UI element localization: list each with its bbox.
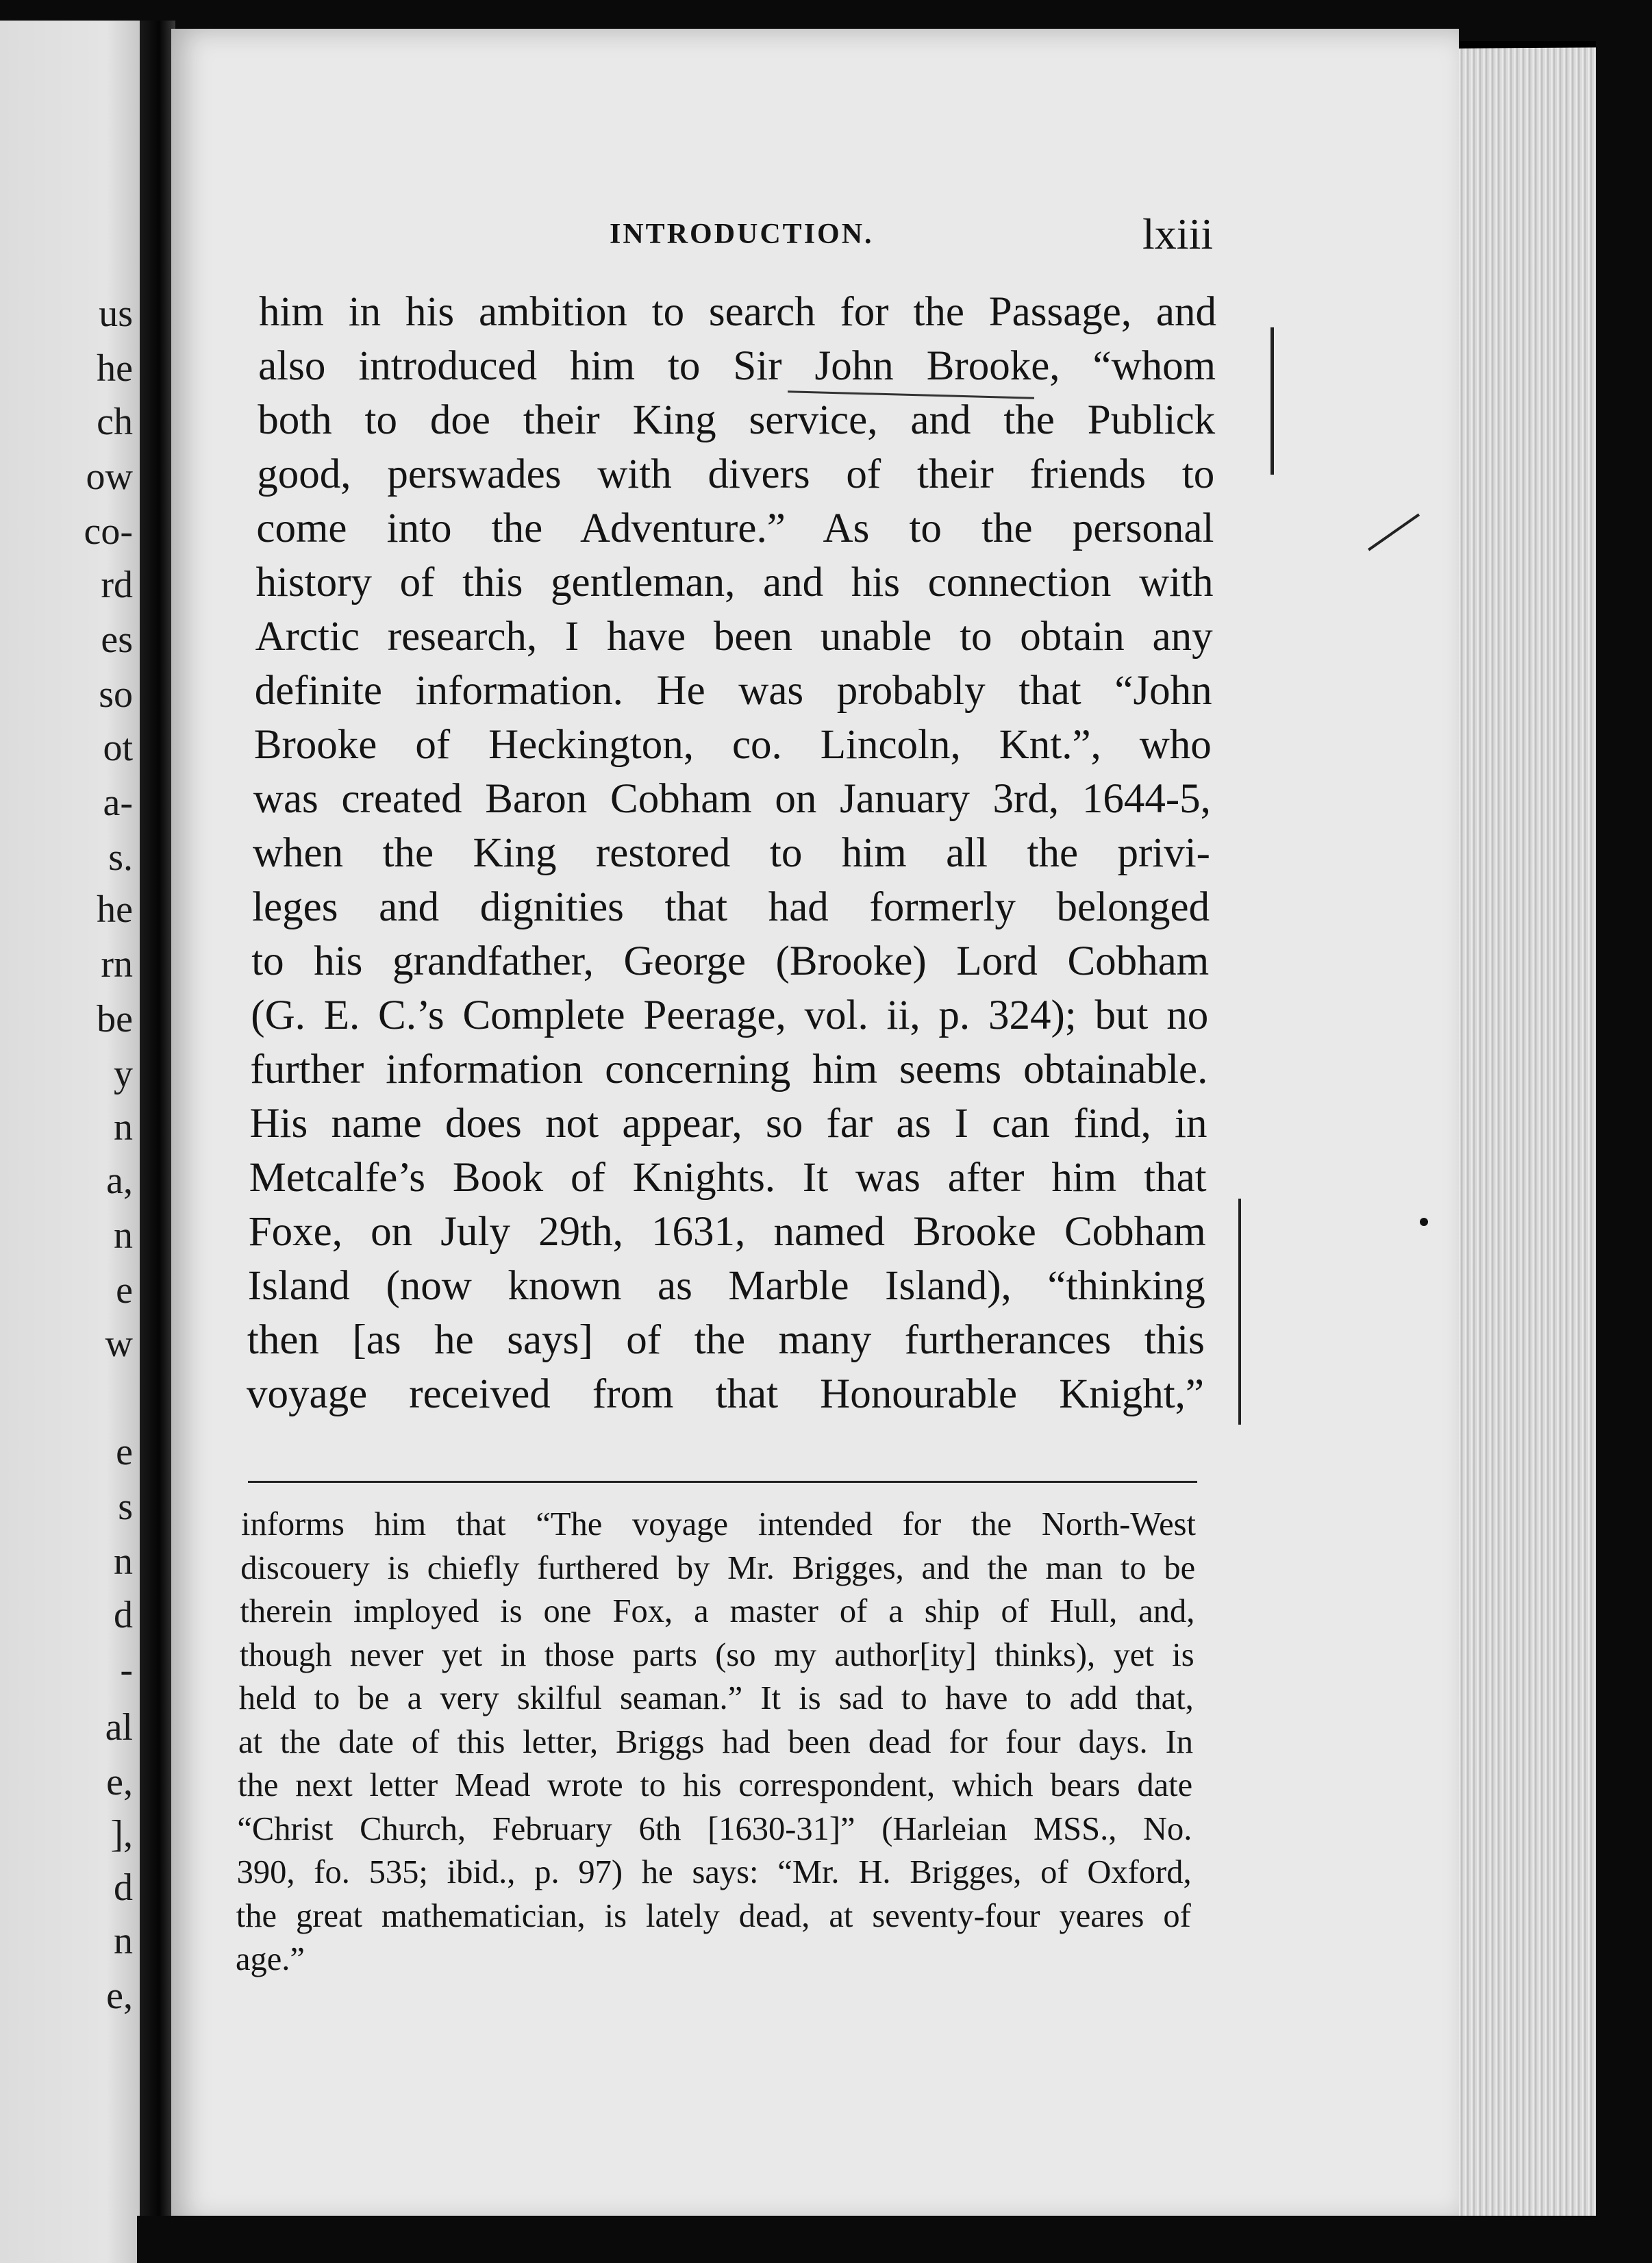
- body-line: then [as he says] of the many furtherances this: [247, 1317, 1205, 1363]
- margin-pencil-mark: [1271, 327, 1274, 475]
- footnote-line: held to be a very skilful seaman.” It is sad to have to add that,: [238, 1680, 1194, 1716]
- facing-page-fragment: he: [97, 888, 133, 931]
- facing-page-fragment: e: [116, 1431, 133, 1473]
- page-edges: [1445, 47, 1616, 2220]
- facing-page-fragment: so: [99, 673, 133, 716]
- margin-dot: [1420, 1218, 1428, 1226]
- body-line: Island (now known as Marble Island), “thinking: [247, 1263, 1205, 1309]
- body-line: both to doe their King service, and the Publick: [258, 397, 1216, 443]
- facing-page-fragment: us: [99, 292, 133, 335]
- body-line: good, perswades with divers of their friends to: [257, 451, 1215, 497]
- footnote-line: at the date of this letter, Briggs had been dead for four days. In: [238, 1723, 1193, 1760]
- facing-page-fragment: ch: [97, 401, 133, 443]
- facing-page-fragment: w: [105, 1323, 133, 1365]
- facing-page-fragment: n: [114, 1920, 133, 1962]
- facing-page-fragment: es: [101, 618, 133, 661]
- facing-page-fragment: al: [105, 1706, 133, 1749]
- body-line: Brooke of Heckington, co. Lincoln, Knt.”, who: [253, 722, 1212, 768]
- facing-page-fragment: e,: [106, 1761, 133, 1803]
- body-line: Arctic research, I have been unable to obtain any: [255, 614, 1213, 660]
- facing-page-fragment: n: [114, 1214, 133, 1257]
- running-head: INTRODUCTION.: [610, 218, 874, 250]
- facing-page-fragment: s.: [108, 836, 133, 879]
- facing-page-fragment: s: [118, 1486, 133, 1528]
- facing-page-fragment: a-: [103, 782, 133, 824]
- footnote-line: informs him that “The voyage intended for the North-West: [241, 1506, 1196, 1542]
- facing-page-fragment: be: [97, 998, 133, 1040]
- facing-page-fragment: a,: [106, 1160, 133, 1202]
- body-line: history of this gentleman, and his connection with: [255, 560, 1214, 605]
- footnote-rule: [248, 1481, 1197, 1483]
- facing-page: [0, 21, 152, 2263]
- facing-page-fragment: ],: [110, 1813, 133, 1855]
- body-line: when the King restored to him all the privi-: [253, 830, 1210, 876]
- body-line: come into the Adventure.” As to the personal: [256, 505, 1214, 551]
- body-line: further information concerning him seems obtainable.: [250, 1047, 1208, 1092]
- footnote-line: therein imployed is one Fox, a master of a ship of Hull, and,: [240, 1593, 1195, 1629]
- body-line: to his grandfather, George (Brooke) Lord Cobham: [251, 938, 1210, 984]
- body-line: voyage received from that Honourable Knight,”: [247, 1371, 1204, 1417]
- body-line: Metcalfe’s Book of Knights. It was after him that: [249, 1155, 1207, 1201]
- body-line: him in his ambition to search for the Passage, and: [259, 289, 1216, 335]
- body-line: His name does not appear, so far as I can find, in: [249, 1101, 1207, 1147]
- facing-page-fragment: d: [114, 1866, 133, 1909]
- footnote-line: “Christ Church, February 6th [1630-31]” (Harleian MSS., No.: [237, 1810, 1192, 1847]
- facing-page-fragment: he: [97, 347, 133, 390]
- scan-border-right: [1596, 27, 1652, 2263]
- footnote-line: discouery is chiefly furthered by Mr. Brigges, and the man to be: [240, 1549, 1196, 1586]
- page-number: lxiii: [1142, 210, 1214, 258]
- facing-page-fragment: n: [114, 1540, 133, 1583]
- body-line: definite information. He was probably that “John: [254, 668, 1212, 714]
- scan-border-bottom: [137, 2216, 1652, 2263]
- footnote-line: the next letter Mead wrote to his correspondent, which bears date: [238, 1767, 1193, 1803]
- book-gutter: [140, 21, 175, 2263]
- margin-pencil-mark: [1238, 1199, 1241, 1425]
- body-line: Foxe, on July 29th, 1631, named Brooke Cobham: [248, 1209, 1206, 1255]
- facing-page-fragment: -: [120, 1649, 133, 1691]
- body-line: was created Baron Cobham on January 3rd, 1644-5,: [253, 776, 1211, 822]
- facing-page-fragment: y: [114, 1053, 133, 1095]
- facing-page-fragment: co-: [84, 510, 133, 553]
- footnote-line: the great mathematician, is lately dead, at seventy-four yeares of: [236, 1897, 1191, 1934]
- facing-page-fragment: ow: [86, 455, 133, 498]
- facing-page-fragment: rd: [101, 564, 133, 606]
- body-line: leges and dignities that had formerly belonged: [252, 884, 1210, 930]
- facing-page-fragment: rn: [101, 943, 133, 986]
- facing-page-fragment: n: [114, 1106, 133, 1149]
- footnote-line: age.”: [236, 1941, 305, 1977]
- facing-page-fragment: e: [116, 1269, 133, 1312]
- facing-page-fragment: d: [114, 1594, 133, 1636]
- body-line: (G. E. C.’s Complete Peerage, vol. ii, p. 324); but no: [251, 992, 1209, 1038]
- facing-page-fragment: ot: [103, 727, 133, 769]
- facing-page-fragment: e,: [106, 1975, 133, 2017]
- body-line: also introduced him to Sir John Brooke, “whom: [258, 343, 1216, 389]
- footnote-line: though never yet in those parts (so my author[ity] thinks), yet is: [239, 1636, 1194, 1673]
- footnote-line: 390, fo. 535; ibid., p. 97) he says: “Mr. H. Brigges, of Oxford,: [236, 1854, 1192, 1890]
